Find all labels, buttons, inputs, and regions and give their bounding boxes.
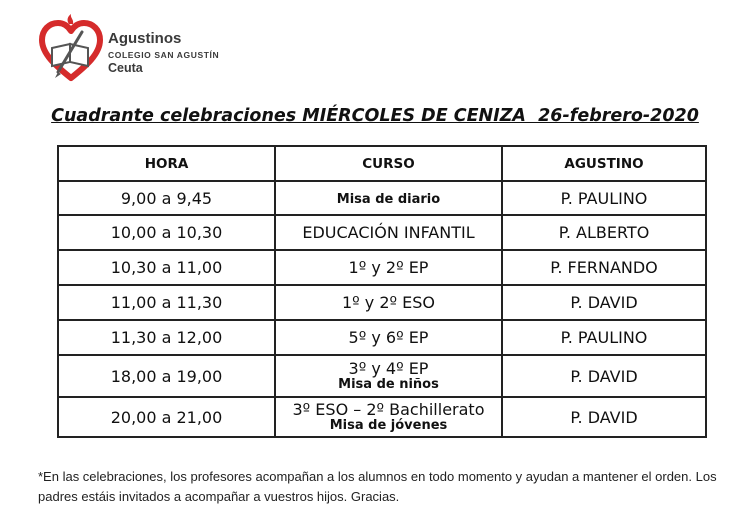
hora-cell: 20,00 a 21,00 [58,397,275,437]
brand-city: Ceuta [108,61,143,75]
agustino-cell: P. DAVID [502,285,706,320]
table-row [58,320,706,355]
agustino-cell: P. ALBERTO [502,215,706,250]
curso-cell: 1º y 2º ESO [275,285,502,320]
hora-cell: 18,00 a 19,00 [58,355,275,397]
curso-text: Misa de diario [336,191,441,207]
curso-subtext: Misa de niños [338,377,439,392]
curso-subtext: Misa de jóvenes [329,418,448,433]
table-row [58,215,706,250]
brand-name: Agustinos [108,30,182,47]
curso-cell: 5º y 6º EP [275,320,502,355]
brand-block [108,30,219,76]
hora-cell: 11,30 a 12,00 [58,320,275,355]
curso-text: 3º y 4º EP [348,359,429,378]
table-row [58,355,706,397]
agustino-cell: P. PAULINO [502,181,706,215]
agustino-cell: P. DAVID [502,355,706,397]
curso-cell [275,181,502,215]
document-title: Cuadrante celebraciones MIÉRCOLES DE CENIZA 26-febrero-2020 [51,106,699,126]
hora-cell: 10,30 a 11,00 [58,250,275,285]
column-header-hora: HORA [58,146,275,181]
agustino-cell: P. PAULINO [502,320,706,355]
column-header-curso: CURSO [275,146,502,181]
table-row [58,250,706,285]
table-row [58,397,706,437]
hora-cell: 11,00 a 11,30 [58,285,275,320]
schedule-table [57,145,707,438]
curso-text: 3º ESO – 2º Bachillerato [292,400,485,419]
curso-cell: 1º y 2º EP [275,250,502,285]
curso-cell [275,355,502,397]
agustino-cell: P. FERNANDO [502,250,706,285]
table-header-row [58,146,706,181]
agustino-cell: P. DAVID [502,397,706,437]
curso-cell: EDUCACIÓN INFANTIL [275,215,502,250]
hora-cell: 9,00 a 9,45 [58,181,275,215]
table-row [58,285,706,320]
hora-cell: 10,00 a 10,30 [58,215,275,250]
curso-cell [275,397,502,437]
footnote-text: *En las celebraciones, los profesores acompañan a los alumnos en todo momento y ayudan a mantener el orden. Los padres estáis invitados a acompañar a vuestros hijos. Gracias. [38,469,717,504]
column-header-agustino: AGUSTINO [502,146,706,181]
heart-pen-logo-icon [36,14,106,86]
brand-school: COLEGIO SAN AGUSTÍN [108,50,220,60]
table-row [58,181,706,215]
